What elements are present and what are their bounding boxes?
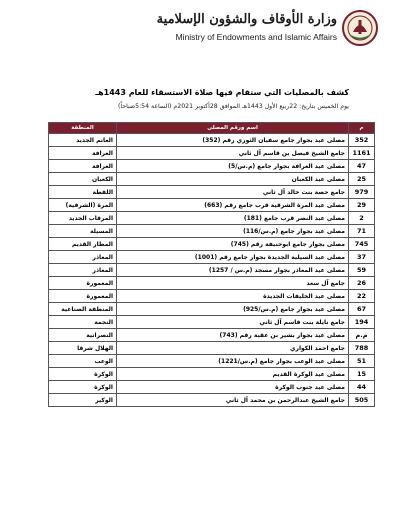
num-cell: 505	[349, 394, 375, 407]
area-cell: المعمورة	[49, 290, 117, 303]
name-cell: مصلى عيد الخليفات الجديدة	[117, 290, 349, 303]
area-cell: النجمة	[49, 316, 117, 329]
num-cell: م.م	[349, 329, 375, 342]
table-row	[49, 342, 375, 355]
area-cell: الهلال شرقا	[49, 342, 117, 355]
table-row	[49, 368, 375, 381]
area-cell: المعاذر	[49, 264, 117, 277]
name-cell: مصلى عيد المرة الشرقية قرب جامع رقم (663)	[117, 199, 349, 212]
table-row	[49, 316, 375, 329]
name-cell: جامع حصة بنت خالد آل ثاني	[117, 186, 349, 199]
area-cell: النصرانية	[49, 329, 117, 342]
name-cell: جامع آل سعد	[117, 277, 349, 290]
table-row	[49, 303, 375, 316]
name-cell: مصلى عيد بجوار بشير بن عقبة رقم (743)	[117, 329, 349, 342]
name-cell: مصلى عيد الكعبان	[117, 173, 349, 186]
num-cell: 15	[349, 368, 375, 381]
num-cell: 26	[349, 277, 375, 290]
area-cell: الغرافة	[49, 160, 117, 173]
mosques-table	[48, 122, 374, 407]
name-cell: مصلى عيد النصر قرب جامع (181)	[117, 212, 349, 225]
area-cell: المسيلة	[49, 225, 117, 238]
table-row	[49, 160, 375, 173]
num-cell: 979	[349, 186, 375, 199]
num-cell: 25	[349, 173, 375, 186]
name-cell: جامع احمد الكواري	[117, 342, 349, 355]
num-cell: 47	[349, 160, 375, 173]
header-num: م	[349, 123, 375, 134]
area-cell: المرقاب الجديد	[49, 212, 117, 225]
table-row	[49, 290, 375, 303]
area-cell: المنطقة الصناعية	[49, 303, 117, 316]
num-cell: 1161	[349, 147, 375, 160]
table-row	[49, 277, 375, 290]
table-row	[49, 134, 375, 147]
name-cell: جامع نايلة بنت قاسم آل ثاني	[117, 316, 349, 329]
table-row	[49, 147, 375, 160]
num-cell: 745	[349, 238, 375, 251]
area-cell: الغانم الجديد	[49, 134, 117, 147]
num-cell: 2	[349, 212, 375, 225]
table-row	[49, 329, 375, 342]
table-row	[49, 173, 375, 186]
num-cell: 37	[349, 251, 375, 264]
area-cell: الكعبان	[49, 173, 117, 186]
name-cell: مصلى عيد بجوار جامع (م.س/116)	[117, 225, 349, 238]
name-cell: جامع الشيخ عبدالرحمن بن محمد آل ثاني	[117, 394, 349, 407]
page-title: كشف بالمصليات التي ستقام فيها صلاة الاستسقاء للعام 1443هـ	[95, 88, 349, 97]
header	[0, 6, 405, 52]
table-row	[49, 264, 375, 277]
name-cell: مصلى عيد بجوار جامع (م.س/925)	[117, 303, 349, 316]
area-cell: اللقطة	[49, 186, 117, 199]
name-cell: مصلى عيد الوكرة القديم	[117, 368, 349, 381]
num-cell: 44	[349, 381, 375, 394]
table-row	[49, 238, 375, 251]
header-area: المنطقة	[49, 123, 117, 134]
num-cell: 59	[349, 264, 375, 277]
name-cell: مصلى عيد جنوب الوكرة	[117, 381, 349, 394]
area-cell: الوكرة	[49, 368, 117, 381]
area-cell: المعاذر	[49, 251, 117, 264]
num-cell: 22	[349, 290, 375, 303]
table-row	[49, 199, 375, 212]
page-subtitle: يوم الخميس بتاريخ: 22ربيع الأول 1443هـ الموافق 28أكتوبر 2021م (الساعة 5:54صباحاً)	[118, 103, 349, 110]
num-cell: 71	[349, 225, 375, 238]
area-cell: الوعب	[49, 355, 117, 368]
name-cell: مصلى عيد السيلية الجديدة بجوار جامع رقم (1001)	[117, 251, 349, 264]
table-row	[49, 186, 375, 199]
name-cell: مصلى عيد بجوار جامع سفيان الثوري رقم (352)	[117, 134, 349, 147]
ministry-name-arabic: وزارة الأوقاف والشؤون الإسلامية	[156, 12, 337, 27]
table-row	[49, 381, 375, 394]
ministry-name-english: Ministry of Endowments and Islamic Affairs	[175, 32, 337, 42]
table-header-row	[49, 123, 375, 134]
num-cell: 51	[349, 355, 375, 368]
name-cell: مصلى عيد الوعب بجوار جامع (م.س/1221)	[117, 355, 349, 368]
area-cell: الوكرة	[49, 381, 117, 394]
table-row	[49, 212, 375, 225]
header-name: اسم ورقم المصلى	[117, 123, 349, 134]
area-cell: الوكير	[49, 394, 117, 407]
table-row	[49, 355, 375, 368]
name-cell: مصلى عيد الغرافة بجوار جامع (م.س/5)	[117, 160, 349, 173]
num-cell: 788	[349, 342, 375, 355]
name-cell: مصلى عيد المعاذر بجوار مسجد (م.س / 1257)	[117, 264, 349, 277]
name-cell: جامع الشيخ فيصل بن قاسم آل ثاني	[117, 147, 349, 160]
num-cell: 67	[349, 303, 375, 316]
area-cell: الغرافة	[49, 147, 117, 160]
area-cell: المرة (الشرقية)	[49, 199, 117, 212]
table-row	[49, 251, 375, 264]
num-cell: 194	[349, 316, 375, 329]
qatar-emblem-icon	[341, 8, 379, 48]
area-cell: المطار القديم	[49, 238, 117, 251]
area-cell: المعمورة	[49, 277, 117, 290]
table-row	[49, 225, 375, 238]
num-cell: 29	[349, 199, 375, 212]
num-cell: 352	[349, 134, 375, 147]
name-cell: مصلى بجوار جامع ابوحنيفة رقم (745)	[117, 238, 349, 251]
table-row	[49, 394, 375, 407]
